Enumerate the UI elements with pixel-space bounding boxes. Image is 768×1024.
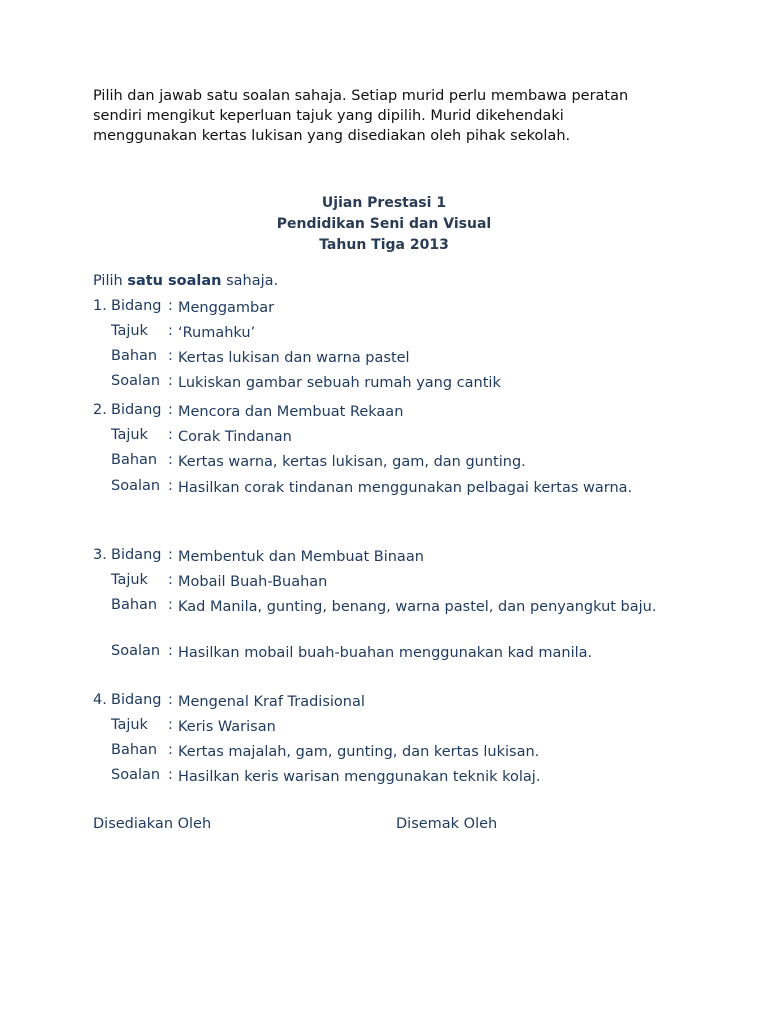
exam-title: Ujian Prestasi 1 [321, 195, 447, 211]
field-label: Bahan [111, 597, 158, 613]
field-value: Kertas majalah, gam, gunting, dan kertas lukisan. [178, 744, 540, 760]
field-label: Soalan [111, 767, 161, 783]
year-title: Tahun Tiga 2013 [319, 237, 449, 253]
subject-title: Pendidikan Seni dan Visual [276, 216, 492, 232]
field-colon: : [168, 478, 173, 494]
field-colon: : [168, 572, 173, 588]
field-colon: : [168, 767, 173, 783]
field-label: Tajuk [111, 427, 148, 443]
field-label: Tajuk [111, 717, 148, 733]
field-colon: : [168, 323, 173, 339]
instruction-post: sahaja. [221, 273, 279, 289]
field-value: Lukiskan gambar sebuah rumah yang cantik [178, 375, 501, 391]
intro-line: menggunakan kertas lukisan yang disediakan oleh pihak sekolah. [93, 128, 571, 144]
instruction-bold: satu soalan [127, 273, 222, 289]
field-value: Mencora dan Membuat Rekaan [178, 404, 404, 420]
field-label: Bidang [111, 298, 162, 314]
field-value: Mobail Buah-Buahan [178, 574, 328, 590]
field-colon: : [168, 692, 173, 708]
field-colon: : [168, 643, 173, 659]
field-value: Hasilkan mobail buah-buahan menggunakan kad manila. [178, 645, 593, 661]
field-value: Mengenal Kraf Tradisional [178, 694, 365, 710]
field-colon: : [168, 348, 173, 364]
intro-line: Pilih dan jawab satu soalan sahaja. Setiap murid perlu membawa peratan [93, 88, 629, 104]
field-colon: : [168, 402, 173, 418]
field-colon: : [168, 717, 173, 733]
field-colon: : [168, 298, 173, 314]
field-colon: : [168, 597, 173, 613]
field-value: Kad Manila, gunting, benang, warna pastel, dan penyangkut baju. [178, 599, 657, 615]
field-colon: : [168, 547, 173, 563]
question-number: 3. [93, 547, 107, 563]
field-label: Bahan [111, 742, 158, 758]
field-label: Soalan [111, 373, 161, 389]
field-colon: : [168, 427, 173, 443]
field-label: Bidang [111, 692, 162, 708]
field-value: Hasilkan keris warisan menggunakan teknik kolaj. [178, 769, 541, 785]
field-colon: : [168, 452, 173, 468]
field-value: Corak Tindanan [178, 429, 292, 445]
question-number: 2. [93, 402, 107, 418]
field-label: Bahan [111, 348, 158, 364]
field-label: Tajuk [111, 323, 148, 339]
field-value: Kertas warna, kertas lukisan, gam, dan gunting. [178, 454, 526, 470]
field-value: Kertas lukisan dan warna pastel [178, 350, 410, 366]
field-value: Menggambar [178, 300, 275, 316]
field-label: Soalan [111, 478, 161, 494]
field-colon: : [168, 373, 173, 389]
instruction-pre: Pilih [93, 273, 128, 289]
field-label: Tajuk [111, 572, 148, 588]
instruction-line [93, 273, 278, 289]
prepared-by-label: Disediakan Oleh [93, 816, 212, 832]
question-number: 4. [93, 692, 107, 708]
field-label: Bidang [111, 547, 162, 563]
checked-by-label: Disemak Oleh [396, 816, 498, 832]
question-number: 1. [93, 298, 107, 314]
field-value: Membentuk dan Membuat Binaan [178, 549, 424, 565]
field-value: ‘Rumahku’ [178, 325, 256, 341]
field-value: Hasilkan corak tindanan menggunakan pelbagai kertas warna. [178, 480, 633, 496]
field-value: Keris Warisan [178, 719, 276, 735]
field-label: Soalan [111, 643, 161, 659]
intro-line: sendiri mengikut keperluan tajuk yang dipilih. Murid dikehendaki [93, 108, 564, 124]
field-colon: : [168, 742, 173, 758]
intro-paragraph [93, 86, 663, 146]
field-label: Bidang [111, 402, 162, 418]
field-label: Bahan [111, 452, 158, 468]
